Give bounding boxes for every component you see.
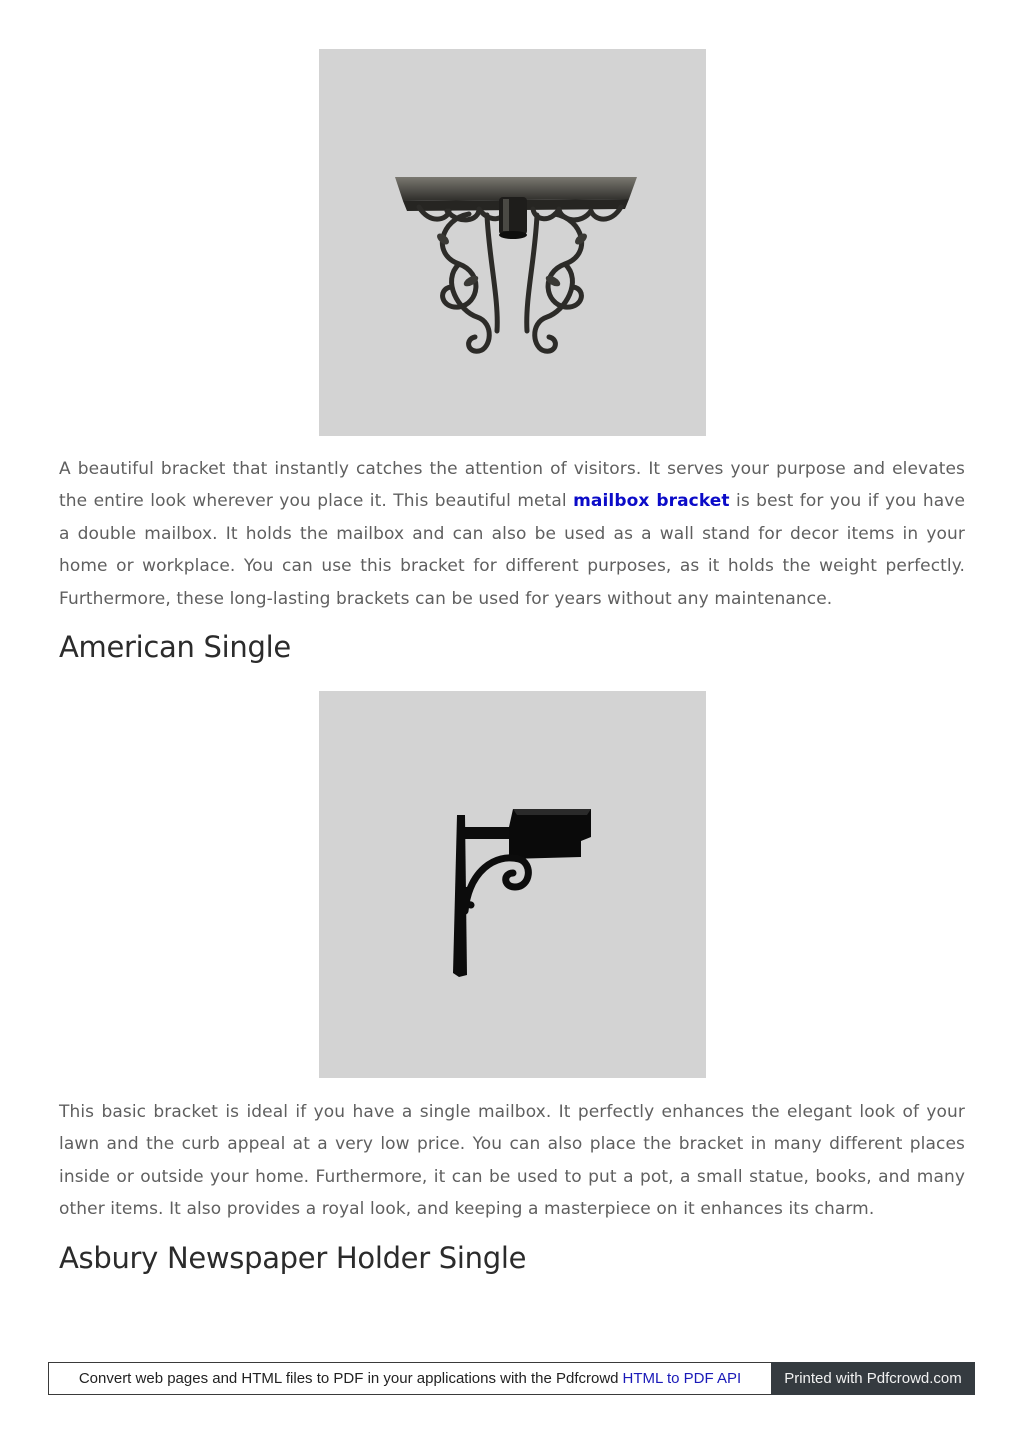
product-image-american-single (319, 691, 706, 1078)
heading-american-single: American Single (59, 630, 291, 664)
single-bracket-illustration (319, 691, 706, 1078)
product-description-double-bracket (59, 453, 965, 615)
heading-asbury-newspaper-holder: Asbury Newspaper Holder Single (59, 1241, 527, 1275)
printed-with-badge[interactable]: Printed with Pdfcrowd.com (771, 1362, 975, 1395)
description-text-after-link: is best for you if you have a double mailbox. It holds the mailbox and can also be used as a wall stand for decor items in your home or workplace. You can use this bracket for different purposes, as it holds the weight perfectly. Furthermore, these long-lasting brackets can be used for years without any maintenance. (59, 491, 966, 609)
footer-promo-text: Convert web pages and HTML files to PDF in your applications with the Pdfcrowd (78, 1370, 619, 1387)
description-text-before-link: A beautiful bracket that instantly catches the attention of visitors. It serves your purpose and elevates the entire look wherever you place it. This beautiful metal (59, 459, 965, 512)
product-image-double-bracket (319, 49, 706, 436)
html-to-pdf-api-link[interactable]: HTML to PDF API (622, 1370, 742, 1387)
product-description-american-single: This basic bracket is ideal if you have a single mailbox. It perfectly enhances the elegant look of your lawn and the curb appeal at a very low price. You can also place the bracket in many different places inside or outside your home. Furthermore, it can be used to put a pot, a small statue, books, and many other items. It also provides a royal look, and keeping a masterpiece on it enhances its charm. (59, 1102, 965, 1220)
ornate-bracket-illustration (319, 49, 706, 436)
footer-promo (48, 1362, 771, 1395)
mailbox-bracket-link[interactable]: mailbox bracket (573, 491, 730, 512)
pdfcrowd-footer (48, 1362, 975, 1395)
